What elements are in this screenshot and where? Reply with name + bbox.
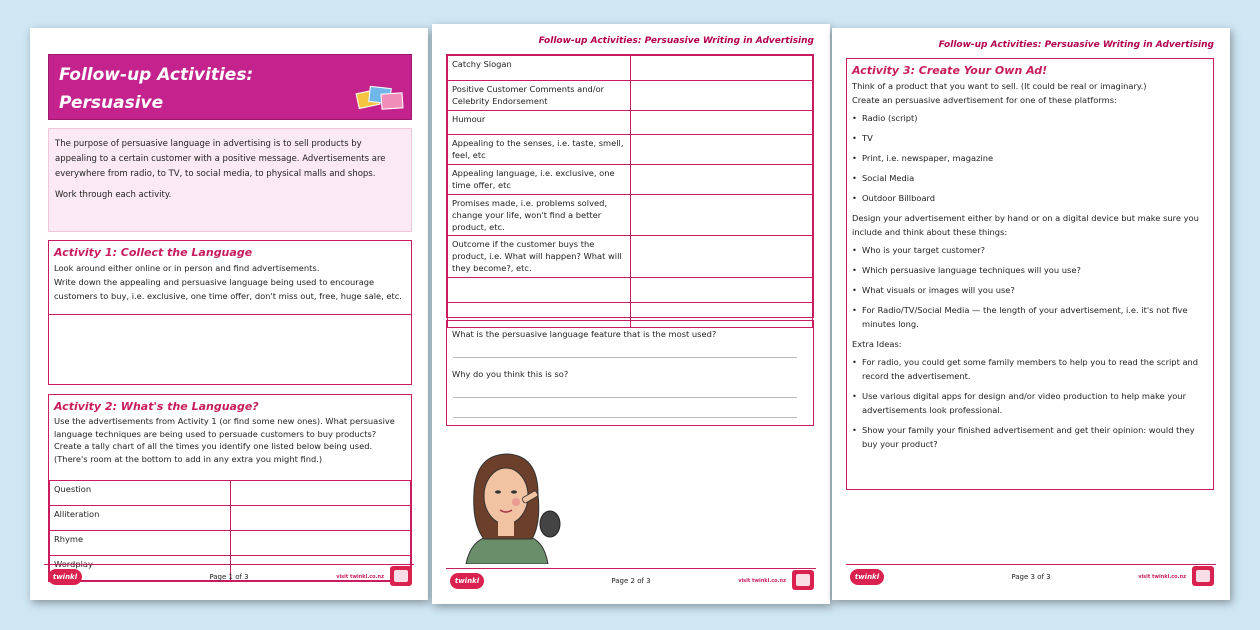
activity-1-text-1: Look around either online or in person and find advertisements. (54, 263, 320, 273)
advert-thumbnails-image (357, 85, 403, 113)
activity-3-design-text: Design your advertisement either by hand or on a digital device but make sure you include and think about these things: (852, 213, 1199, 237)
page-footer (446, 568, 816, 590)
tally-row-label: Question (50, 481, 231, 506)
visit-link[interactable]: visit twinkl.co.nz (336, 574, 384, 580)
list-item: • Use various digital apps for design and/or video production to help make your advertisements look professional. (852, 389, 1208, 417)
platform-list (847, 111, 1213, 205)
activity-2-title: Activity 2: What's the Language? (54, 400, 259, 413)
tally-table-continued (446, 54, 814, 318)
tally-cell[interactable] (630, 165, 813, 195)
question-2: Why do you think this is so? (452, 369, 569, 379)
considerations-list (847, 243, 1213, 331)
woman-applying-makeup-illustration (446, 444, 566, 564)
quality-badge-icon (792, 570, 814, 590)
page-number: Page 1 of 3 (209, 573, 249, 581)
tally-row-label: Wordplay (50, 556, 231, 581)
tally-row-label: Catchy Slogan (448, 56, 631, 81)
tally-row-label: Rhyme (50, 531, 231, 556)
activity-3-title: Activity 3: Create Your Own Ad! (852, 64, 1048, 77)
worksheet-page-1 (30, 28, 428, 600)
tally-row-label: Promises made, i.e. problems solved, change your life, won't find a better product, etc. (448, 195, 631, 236)
activity-3-box (846, 58, 1214, 490)
activity-3-intro: Think of a product that you want to sell. (It could be real or imaginary.) (852, 81, 1147, 91)
list-item: • What visuals or images will you use? (852, 283, 1208, 297)
list-item: • For radio, you could get some family members to help you to read the script and record the advertisement. (852, 355, 1208, 383)
tally-row-label: Humour (448, 111, 631, 135)
list-item: • Which persuasive language techniques will you use? (852, 263, 1208, 277)
tally-row-label: Positive Customer Comments and/or Celebrity Endorsement (448, 81, 631, 111)
quality-badge-icon (1192, 566, 1214, 586)
page-number: Page 2 of 3 (611, 577, 651, 585)
page-number: Page 3 of 3 (1011, 573, 1051, 581)
activity-1-answer-area[interactable] (49, 314, 411, 384)
visit-link[interactable]: visit twinkl.co.nz (1138, 574, 1186, 580)
page-title-line-1: Follow-up Activities: Persuasive (59, 65, 254, 113)
answer-line[interactable] (453, 357, 797, 358)
tally-row-label: Outcome if the customer buys the product, i.e. What will happen? What will they become?, etc. (448, 236, 631, 278)
twinkl-logo: twinkl (48, 569, 82, 585)
tally-row-label: Appealing language, i.e. exclusive, one time offer, etc (448, 165, 631, 195)
activity-1-title: Activity 1: Collect the Language (54, 246, 253, 259)
list-item: • Radio (script) (852, 111, 1208, 125)
list-item: • Who is your target customer? (852, 243, 1208, 257)
twinkl-logo: twinkl (850, 569, 884, 585)
intro-instruction: Work through each activity. (55, 190, 172, 200)
tally-cell[interactable] (230, 531, 411, 556)
extra-ideas-list (847, 355, 1213, 451)
running-header: Follow-up Activities: Persuasive Writing in Advertising (938, 40, 1214, 50)
list-item: • Show your family your finished advertisement and get their opinion: would they buy your product? (852, 423, 1208, 451)
title-banner (48, 54, 412, 120)
question-1: What is the persuasive language feature that is the most used? (452, 329, 717, 339)
tally-row-label: Alliteration (50, 506, 231, 531)
activity-2-text: Use the advertisements from Activity 1 (or find some new ones). What persuasive language techniques are being used to persuade customers to buy products? Create a tally chart of all the times you identify one listed below being used. (There's room at the bottom to add in any extra you might find.) (54, 416, 395, 464)
list-item: • Social Media (852, 171, 1208, 185)
activity-3-platforms-intro: Create an persuasive advertisement for one of these platforms: (852, 95, 1117, 105)
worksheet-page-3 (832, 28, 1230, 600)
intro-paragraph: The purpose of persuasive language in advertising is to sell products by appealing to a certain customer with a positive message. Advertisements are everywhere from radio, to TV, to social media, to physical malls and shops. (55, 139, 386, 179)
tally-cell[interactable] (630, 56, 813, 81)
twinkl-logo: twinkl (450, 573, 484, 589)
worksheet-page-2 (432, 24, 830, 604)
tally-table (447, 55, 813, 328)
tally-cell[interactable] (230, 506, 411, 531)
tally-row-label[interactable] (448, 278, 631, 303)
list-item: • Print, i.e. newspaper, magazine (852, 151, 1208, 165)
tally-cell[interactable] (230, 481, 411, 506)
quality-badge-icon (390, 566, 412, 586)
tally-cell[interactable] (630, 195, 813, 236)
page-footer (44, 564, 414, 586)
activity-1-text-2: Write down the appealing and persuasive language being used to encourage customers to buy, i.e. exclusive, one time offer, don't miss out, free, huge sale, etc. (54, 277, 402, 301)
answer-line[interactable] (453, 397, 797, 398)
tally-cell[interactable] (630, 135, 813, 165)
visit-link[interactable]: visit twinkl.co.nz (738, 578, 786, 584)
page-footer (846, 564, 1216, 586)
tally-cell[interactable] (630, 111, 813, 135)
list-item: • For Radio/TV/Social Media — the length of your advertisement, i.e. it's not five minutes long. (852, 303, 1208, 331)
tally-cell[interactable] (630, 278, 813, 303)
tally-cell[interactable] (630, 236, 813, 278)
questions-box (446, 320, 814, 426)
extra-ideas-label: Extra Ideas: (852, 339, 902, 349)
list-item: • TV (852, 131, 1208, 145)
tally-row-label: Appealing to the senses, i.e. taste, smell, feel, etc (448, 135, 631, 165)
tally-cell[interactable] (630, 81, 813, 111)
running-header: Follow-up Activities: Persuasive Writing in Advertising (538, 36, 814, 46)
list-item: • Outdoor Billboard (852, 191, 1208, 205)
answer-line[interactable] (453, 417, 797, 418)
activity-1-box (48, 240, 412, 385)
intro-box (48, 128, 412, 232)
activity-2-box (48, 394, 412, 582)
